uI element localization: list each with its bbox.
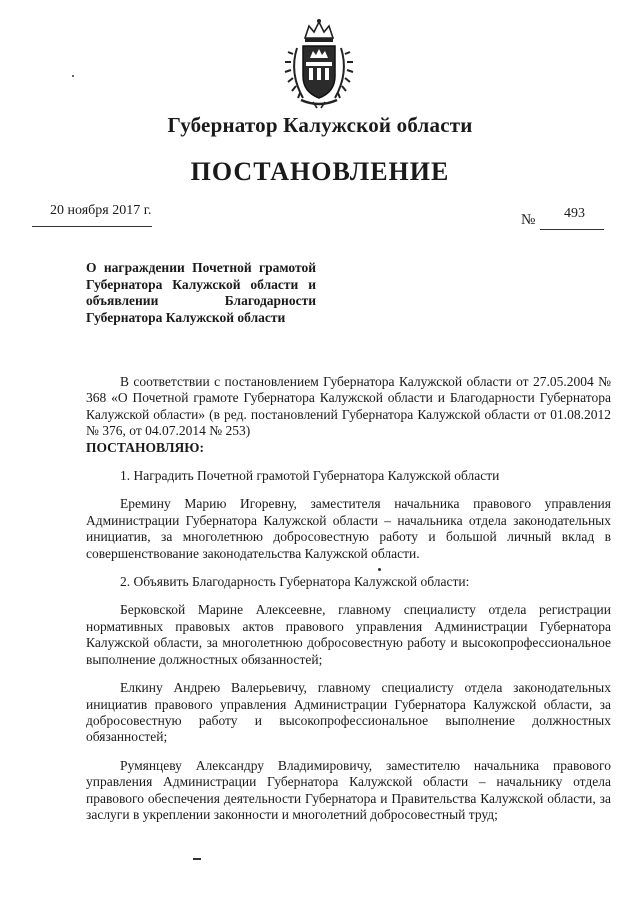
clause-2-awardee-3: Румянцеву Александру Владимировичу, заместителю начальника правового управления Администрации Губернатора Калужской области – начальнику отдела правового обеспечения деятельности Губернатора и Правительства Калужской области, за заслуги в укреплении законности и многолетний добросовестный труд; xyxy=(86,757,611,822)
scan-artifact xyxy=(378,568,381,571)
clause-2-awardee-2: Елкину Андрею Валерьевичу, главному специалисту отдела законодательных инициатив правового управления Администрации Губернатора Калужской области, за добросовестную работу и высокопрофессиональное выполнение должностных обязанностей; xyxy=(86,680,611,745)
document-type: ПОСТАНОВЛЕНИЕ xyxy=(190,157,450,186)
number-underline xyxy=(540,229,604,230)
scan-artifact xyxy=(72,75,74,77)
clause-1-heading: 1. Наградить Почетной грамотой Губернатора Калужской области xyxy=(120,468,500,484)
preamble-paragraph: В соответствии с постановлением Губернатора Калужской области от 27.05.2004 № 368 «О Почетной грамоте Губернатора Калужской области и Благодарности Губернатора Калужской области» (в ред. постановлений Губернатора Калужской области от 01.08.2012 № 376, от 04.07.2014 № 253) xyxy=(86,374,611,439)
scan-artifact xyxy=(193,858,201,860)
document-number: 493 xyxy=(564,206,585,221)
number-sign: № xyxy=(521,212,536,228)
document-date: 20 ноября 2017 г. xyxy=(50,203,152,218)
decree-heading: ПОСТАНОВЛЯЮ: xyxy=(86,439,204,455)
clause-2-heading: 2. Объявить Благодарность Губернатора Калужской области: xyxy=(120,574,470,590)
document-subject: О награждении Почетной грамотой Губернатора Калужской области и объявлении Благодарности Губернатора Калужской области xyxy=(86,260,316,325)
date-underline xyxy=(32,226,152,227)
document-body xyxy=(86,374,611,823)
kaluga-region-coat-of-arms-icon xyxy=(283,18,355,110)
issuing-authority: Губернатор Калужской области xyxy=(167,113,473,137)
clause-1-awardee: Еремину Марию Игоревну, заместителя начальника правового управления Администрации Губернатора Калужской области – начальника отдела законодательных инициатив, за многолетнюю добросовестную работу и большой личный вклад в совершенствование законодательства Калужской области. xyxy=(86,496,611,561)
clause-2-awardee-1: Берковской Марине Алексеевне, главному специалисту отдела регистрации нормативных правовых актов правового управления Администрации Губернатора Калужской области, за многолетнюю добросовестную работу и высокопрофессиональное выполнение должностных обязанностей; xyxy=(86,602,611,667)
